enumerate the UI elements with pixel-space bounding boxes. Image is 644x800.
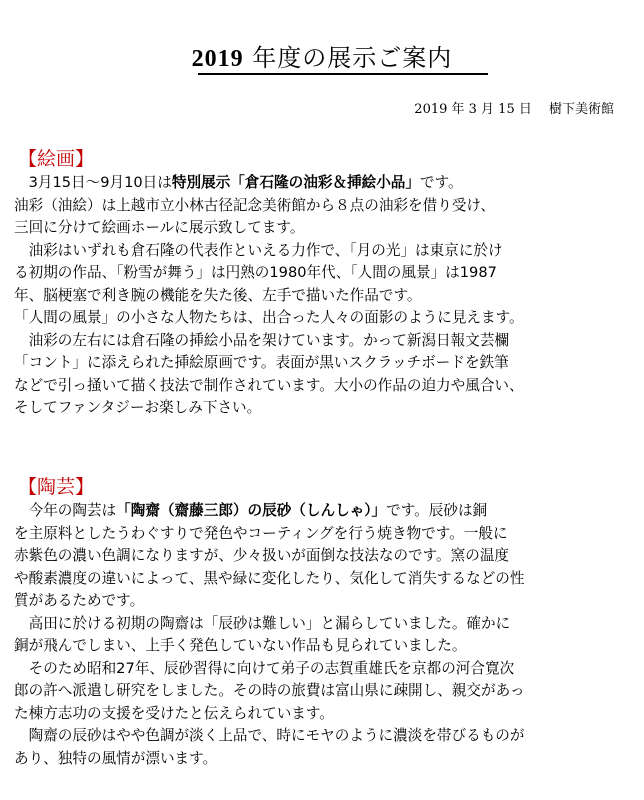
text-line-segment: 陶齋の辰砂はやや色調が淡く上品で、時にモヤのように濃淡を帯びるものが	[14, 727, 525, 744]
text-line-segment: 郎の許へ派遣し研究をしました。その時の旅費は富山県に疎開し、親交があっ	[14, 682, 525, 699]
text-line-segment: 「コント」に添えられた挿絵原画です。表面が黒いスクラッチボードを鉄筆	[14, 354, 509, 371]
text-line	[14, 590, 636, 613]
text-line-segment: 油彩はいずれも倉石隆の代表作といえる力作で、「月の光」は東京に於け	[14, 241, 503, 259]
text-line	[14, 217, 636, 240]
text-line-segment: や酸素濃度の違いによって、黒や緑に変化したり、気化して消失するなどの性	[14, 569, 525, 587]
text-line-segment: 油彩の左右には倉石隆の挿絵小品を架けています。かって新潟日報文芸欄	[14, 331, 510, 349]
text-line-segment: 今年の陶芸は	[14, 502, 117, 519]
text-line	[14, 703, 636, 726]
text-line-segment: 年、脳梗塞で利き腕の機能を失た後、左手で描いた作品です。	[14, 286, 422, 304]
text-line-segment: そのため昭和27年、辰砂習得に向けて弟子の志賀重雄氏を京都の河合寛次	[14, 659, 515, 677]
text-line-segment: です。辰砂は銅	[386, 502, 488, 519]
text-line-segment: 三回に分けて絵画ホールに展示致してます。	[14, 219, 305, 236]
text-line	[14, 195, 636, 218]
text-line-segment: です。	[419, 174, 463, 191]
text-line-segment: 高田に於ける初期の陶齋は「辰砂は難しい」と漏らしていました。確かに	[14, 614, 511, 632]
text-line	[14, 725, 636, 748]
text-line-segment: 赤紫色の濃い色調になりますが、少々扱いが面倒な技法なのです。窯の温度	[14, 547, 510, 564]
text-line-segment: そしてファンタジーお楽しみ下さい。	[14, 399, 262, 416]
text-line-segment: 油彩（油絵）は上越市立小林古径記念美術館から８点の油彩を借り受け、	[14, 196, 496, 214]
text-line-segment: あり、独特の風情が漂います。	[14, 749, 218, 767]
text-line-segment: た棟方志功の支援を受けたと伝えられています。	[14, 704, 334, 722]
text-line	[14, 545, 636, 568]
text-line	[14, 680, 636, 703]
text-line	[14, 240, 636, 263]
text-line	[14, 172, 636, 195]
section-body-painting	[14, 172, 636, 420]
text-line	[14, 397, 636, 420]
text-line-segment: などで引っ掻いて描く技法で制作されています。大小の作品の迫力や風合い、	[14, 376, 524, 394]
page-title	[0, 38, 644, 73]
section-heading-ceramics: 【陶芸】	[18, 476, 95, 498]
exhibition-title: 「陶齋（齋藤三郎）の辰砂（しんしゃ）」	[116, 502, 387, 519]
text-line-segment: 「人間の風景」の小さな人物たちは、出合った人々の面影のように見えます。	[14, 309, 524, 326]
text-line-segment: る初期の作品、「粉雪が舞う」は円熟の1980年代、「人間の風景」は1987	[14, 264, 497, 281]
text-line	[14, 523, 636, 546]
text-line-segment: 銅が飛んでしまい、上手く発色していない作品も見られていました。	[14, 637, 467, 654]
text-line	[14, 262, 636, 285]
text-line	[14, 748, 636, 771]
title-text: 年度の展示ご案内	[243, 44, 453, 72]
text-line	[14, 500, 636, 523]
text-line-segment: 質があるためです。	[14, 592, 145, 609]
text-line	[14, 613, 636, 636]
text-line	[14, 375, 636, 398]
section-body-ceramics	[14, 500, 636, 770]
text-line	[14, 307, 636, 330]
title-underline	[198, 73, 488, 75]
exhibition-title: 特別展示「倉石隆の油彩＆挿絵小品」	[171, 174, 420, 191]
text-line	[14, 285, 636, 308]
title-year: 2019	[191, 46, 244, 72]
text-line	[14, 352, 636, 375]
text-line-segment: を主原料としたうわぐすりで発色やコーティングを行う焼き物です。一般に	[14, 524, 508, 542]
text-line	[14, 568, 636, 591]
text-line	[14, 635, 636, 658]
text-line-segment: 3月15日～9月10日は	[14, 174, 172, 191]
dateline: 2019 年 3 月 15 日 樹下美術館	[414, 102, 614, 117]
section-heading-painting: 【絵画】	[18, 148, 95, 170]
text-line	[14, 658, 636, 681]
text-line	[14, 330, 636, 353]
